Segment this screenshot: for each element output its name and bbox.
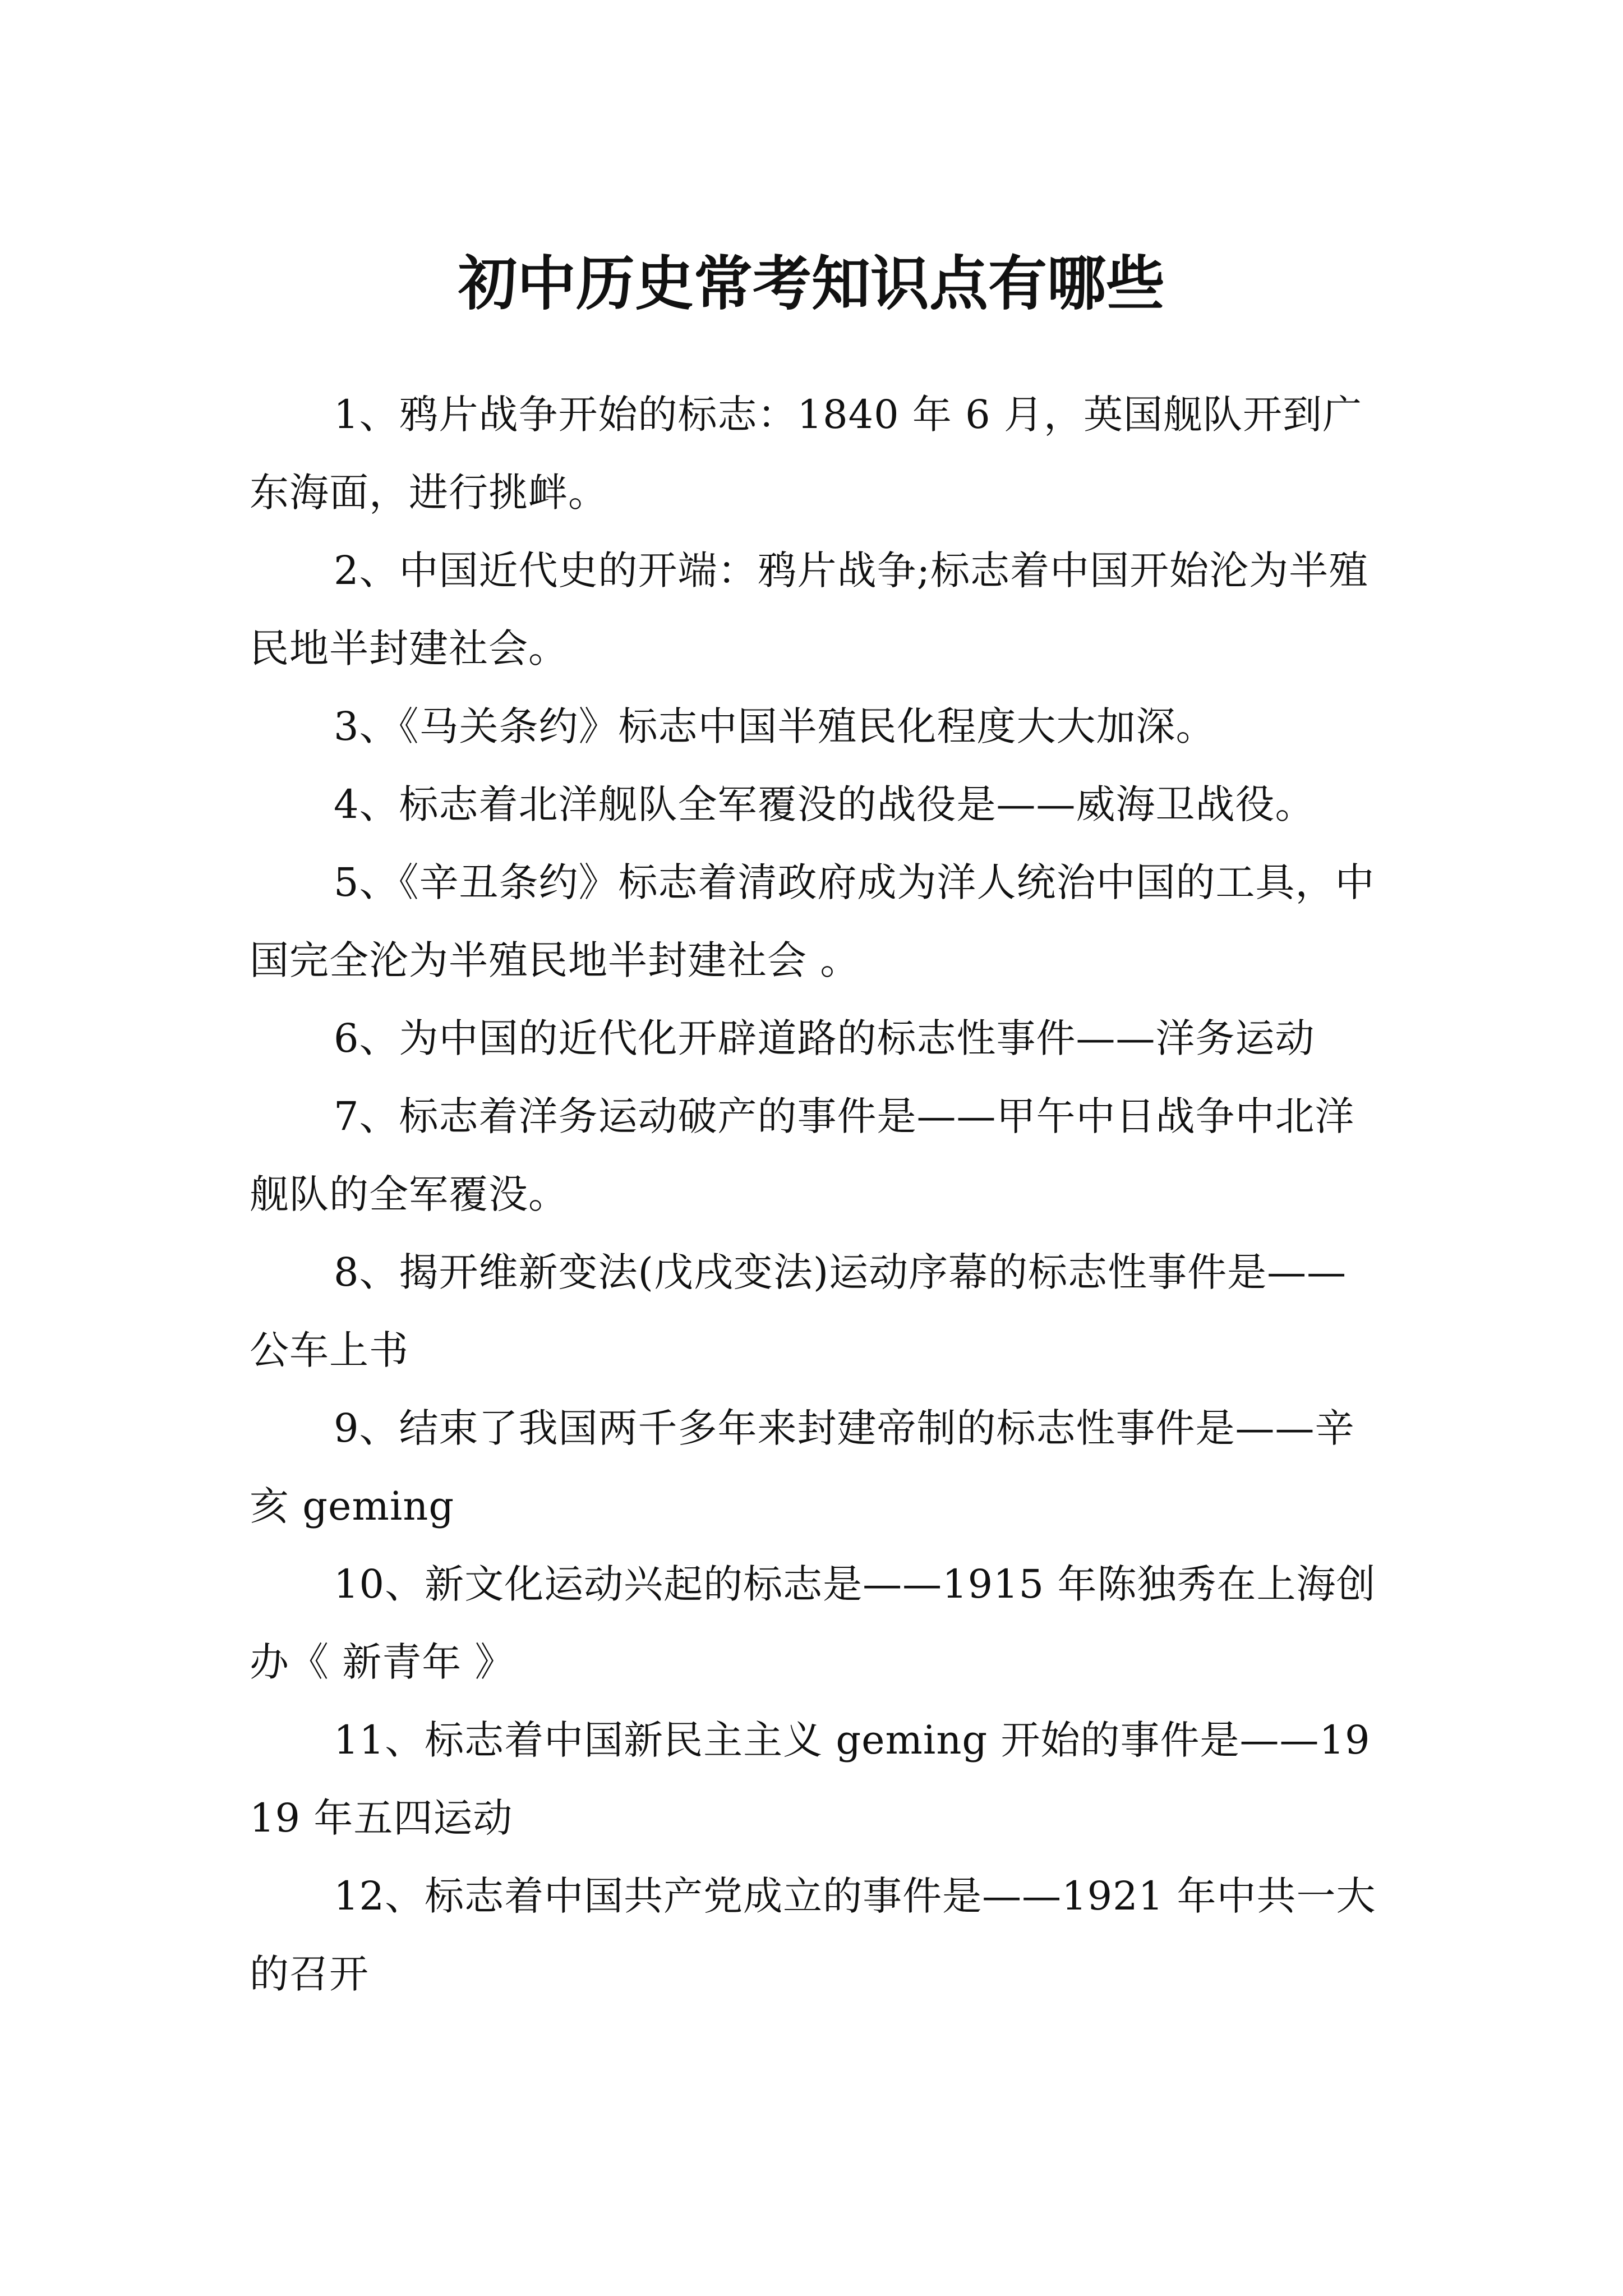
document-body <box>250 376 1377 2013</box>
paragraph-11: 11、标志着中国新民主主义 geming 开始的事件是——1919 年五四运动 <box>250 1717 1371 1841</box>
document-title: 初中历史常考知识点有哪些 <box>458 249 1165 319</box>
paragraph-7: 7、标志着洋务运动破产的事件是——甲午中日战争中北洋舰队的全军覆没。 <box>250 1093 1355 1217</box>
paragraph-5: 5、《辛丑条约》标志着清政府成为洋人统治中国的工具，中国完全沦为半殖民地半封建社会 。 <box>250 859 1375 983</box>
paragraph-3: 3、《马关条约》标志中国半殖民化程度大大加深。 <box>334 703 1216 749</box>
paragraph-12: 12、标志着中国共产党成立的事件是——1921 年中共一大的召开 <box>250 1873 1376 1997</box>
paragraph-10: 10、新文化运动兴起的标志是——1915 年陈独秀在上海创办《 新青年 》 <box>250 1561 1376 1685</box>
paragraph-4: 4、标志着北洋舰队全军覆没的战役是——威海卫战役。 <box>334 781 1315 827</box>
paragraph-9: 9、结束了我国两千多年来封建帝制的标志性事件是——辛亥 geming <box>250 1405 1355 1529</box>
paragraph-6: 6、为中国的近代化开辟道路的标志性事件——洋务运动 <box>334 1015 1315 1061</box>
paragraph-1: 1、鸦片战争开始的标志：1840 年 6 月，英国舰队开到广东海面，进行挑衅。 <box>250 392 1362 516</box>
paragraph-8: 8、揭开维新变法(戊戌变法)运动序幕的标志性事件是——公车上书 <box>250 1249 1347 1373</box>
paragraph-2: 2、中国近代史的开端：鸦片战争;标志着中国开始沦为半殖民地半封建社会。 <box>250 547 1369 671</box>
